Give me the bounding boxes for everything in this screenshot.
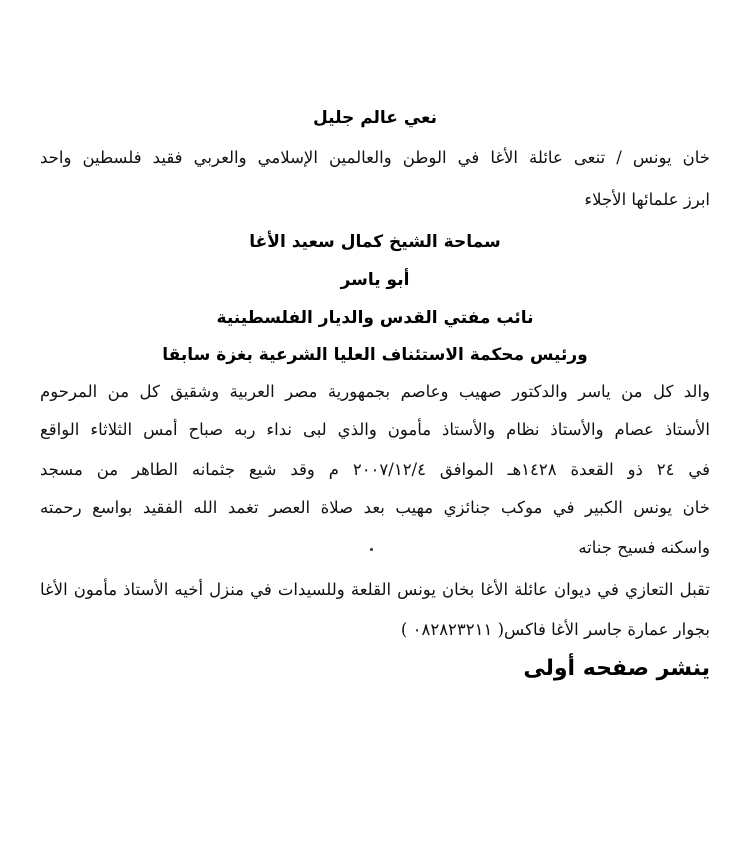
deceased-name: سماحة الشيخ كمال سعيد الأغا xyxy=(249,232,501,252)
body-line: والد كل من ياسر والدكتور صهيب وعاصم بجمهورية مصر العربية وشقيق كل من المرحوم xyxy=(40,382,710,401)
body-line: واسكنه فسيح جناته xyxy=(578,538,710,557)
body-line: خان يونس الكبير في موكب جنائزي مهيب بعد صلاة العصر تغمد الله الفقيد بواسع رحمته xyxy=(40,498,710,517)
scan-speck xyxy=(370,548,373,551)
position-1: نائب مفتي القدس والديار الفلسطينية xyxy=(216,308,534,328)
body-line: في ٢٤ ذو القعدة ١٤٢٨هـ الموافق ٢٠٠٧/١٢/٤ م وقد شيع جثمانه الطاهر من مسجد xyxy=(40,460,711,479)
intro-line-2: ابرز علمائها الأجلاء xyxy=(584,190,710,209)
body-line: الأستاذ عصام والأستاذ نظام والأستاذ مأمون والذي لبى نداء ربه صباح أمس الثلاثاء الواقع xyxy=(40,420,710,439)
notice-title: نعي عالم جليل xyxy=(312,108,438,128)
position-2: ورئيس محكمة الاستئناف العليا الشرعية بغزة سابقا xyxy=(162,345,588,365)
intro-line-1: خان يونس / تنعى عائلة الأغا في الوطن والعالمين الإسلامي والعربي فقيد فلسطين واحد xyxy=(40,148,710,167)
publish-note: ينشر صفحه أولى xyxy=(523,656,710,681)
condolence-line: بجوار عمارة جاسر الأغا فاكس( ٠٨٢٨٢٣٢١١ ) xyxy=(400,620,710,639)
deceased-kunya: أبو ياسر xyxy=(340,270,410,290)
condolence-line: تقبل التعازي في ديوان عائلة الأغا بخان يونس القلعة وللسيدات في منزل أخيه الأستاذ مأمون الأغا xyxy=(40,580,710,599)
